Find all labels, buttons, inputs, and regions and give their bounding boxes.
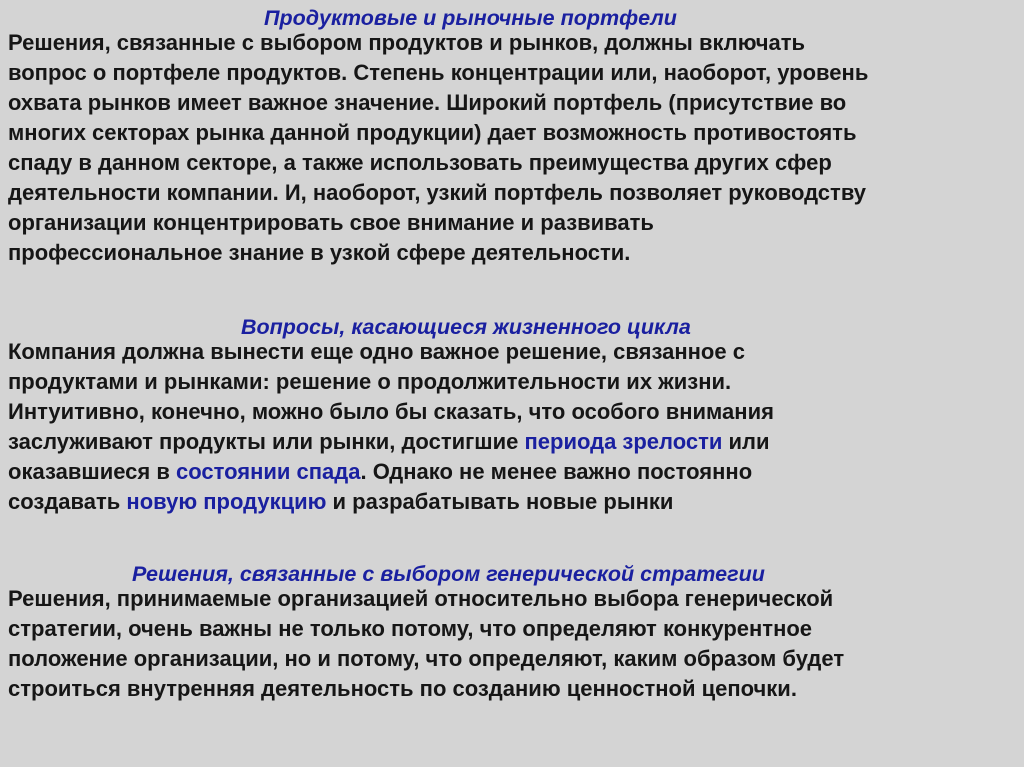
- paragraph-line: строиться внутренняя деятельность по созданию ценностной цепочки.: [8, 676, 797, 701]
- paragraph-line: Интуитивно, конечно, можно было бы сказать, что особого внимания: [8, 399, 774, 424]
- paragraph-line: спаду в данном секторе, а также использовать преимущества других сфер: [8, 150, 832, 175]
- section-heading: Вопросы, касающиеся жизненного цикла: [241, 315, 691, 339]
- paragraph-line: положение организации, но и потому, что определяют, каким образом будет: [8, 646, 845, 671]
- paragraph-line: продуктами и рынками: решение о продолжительности их жизни.: [8, 369, 732, 394]
- text-run: или: [722, 429, 770, 454]
- paragraph-line: Решения, связанные с выбором продуктов и рынков, должны включать: [8, 30, 805, 55]
- paragraph-line: вопрос о портфеле продуктов. Степень концентрации или, наоборот, уровень: [8, 60, 869, 85]
- paragraph-line: деятельности компании. И, наоборот, узкий портфель позволяет руководству: [8, 180, 867, 205]
- highlighted-term: периода зрелости: [524, 429, 723, 454]
- paragraph-line: стратегии, очень важны не только потому, что определяют конкурентное: [8, 616, 813, 641]
- paragraph-line: Решения, принимаемые организацией относительно выбора генерической: [8, 586, 834, 611]
- paragraph-line: охвата рынков имеет важное значение. Широкий портфель (присутствие во: [8, 90, 847, 115]
- paragraph-line: профессиональное знание в узкой сфере деятельности.: [8, 240, 631, 265]
- paragraph-line: [8, 487, 673, 517]
- paragraph-line: [8, 457, 752, 487]
- text-run: . Однако не менее важно постоянно: [360, 459, 753, 484]
- paragraph-line: многих секторах рынка данной продукции) дает возможность противостоять: [8, 120, 857, 145]
- paragraph-line: [8, 427, 770, 457]
- section-heading: Продуктовые и рыночные портфели: [264, 6, 677, 30]
- text-run: заслуживают продукты или рынки, достигшие: [8, 429, 525, 454]
- section-heading: Решения, связанные с выбором генерической стратегии: [132, 562, 765, 586]
- text-run: создавать: [8, 489, 127, 514]
- text-run: и разрабатывать новые рынки: [326, 489, 674, 514]
- highlighted-term: новую продукцию: [126, 489, 327, 514]
- text-run: оказавшиеся в: [8, 459, 176, 484]
- paragraph-line: организации концентрировать свое внимание и развивать: [8, 210, 654, 235]
- paragraph-line: Компания должна вынести еще одно важное решение, связанное с: [8, 339, 745, 364]
- highlighted-term: состоянии спада: [176, 459, 361, 484]
